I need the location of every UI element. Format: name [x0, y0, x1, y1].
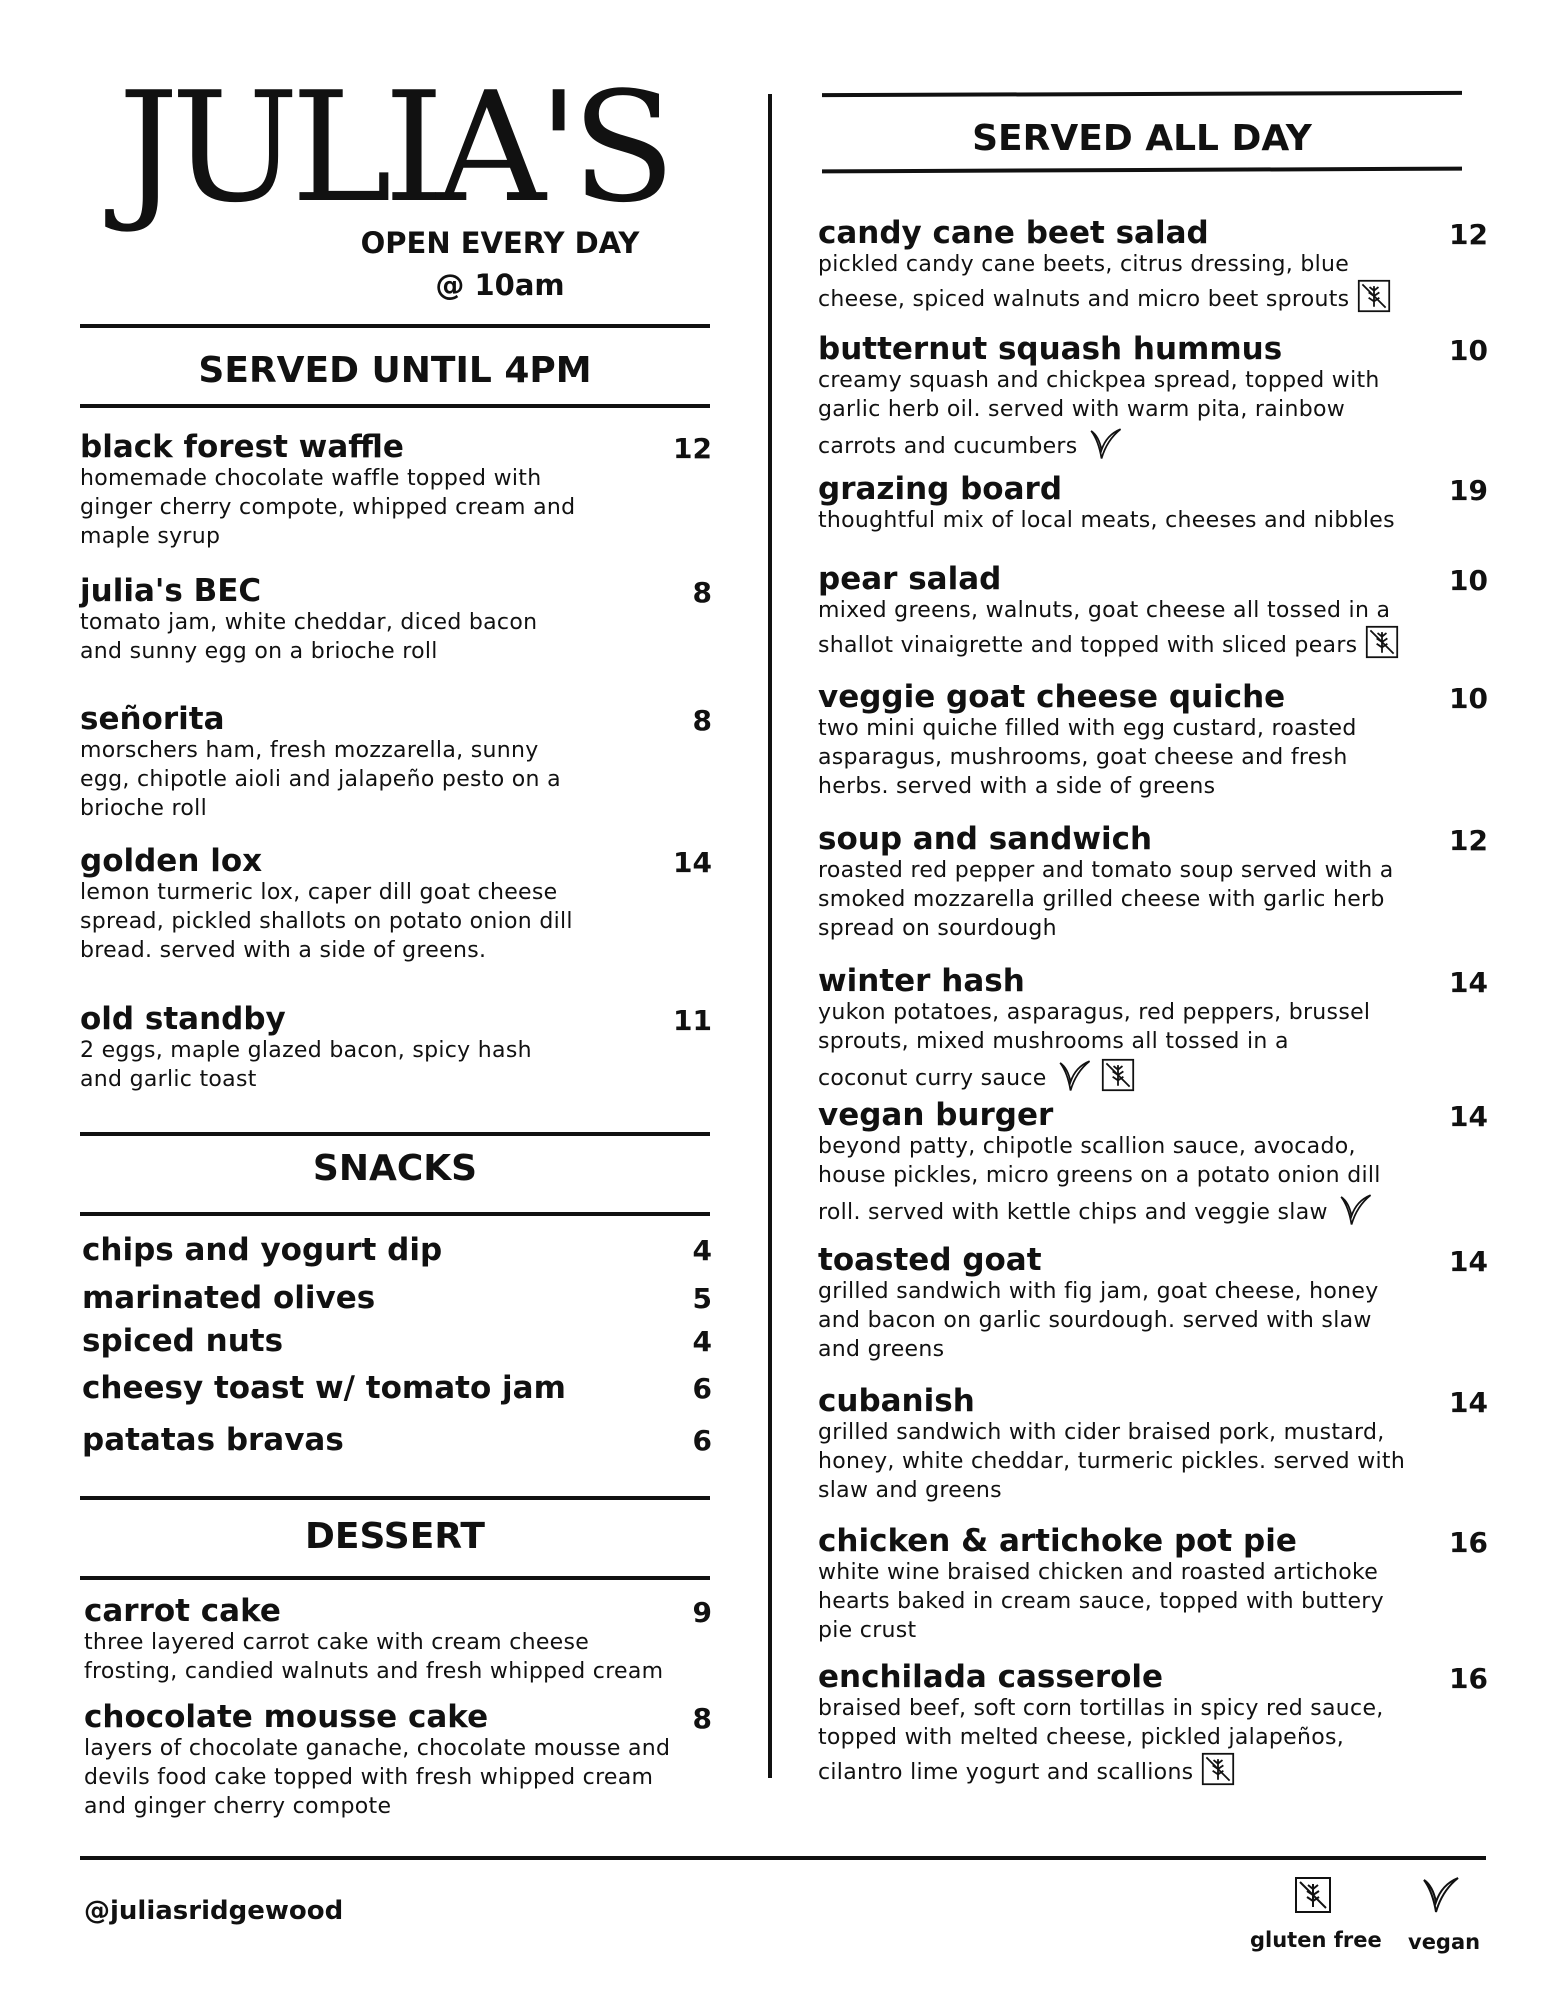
description-line: white wine braised chicken and roasted artichoke: [818, 1560, 1379, 1585]
section-rule: [80, 1132, 710, 1136]
hours-line-1: OPEN EVERY DAY: [360, 226, 640, 260]
menu-item-price: 14: [1449, 1245, 1488, 1278]
menu-item-price: 12: [673, 432, 712, 465]
section-rule: [80, 324, 710, 328]
snack-item-name: cheesy toast w/ tomato jam: [82, 1370, 566, 1406]
description-line: garlic herb oil. served with warm pita, rainbow: [818, 397, 1346, 422]
description-line: topped with melted cheese, pickled jalapeños,: [818, 1725, 1345, 1750]
menu-item-price: 9: [692, 1596, 712, 1629]
menu-item-name: julia's BEC: [80, 573, 262, 609]
menu-item-description: [818, 366, 1438, 470]
menu-item-name: señorita: [80, 701, 225, 737]
legend-gluten-free: gluten free: [1250, 1928, 1382, 1952]
legend-vegan: vegan: [1408, 1930, 1481, 1954]
menu-item-description: [80, 736, 680, 823]
vegan-icon: [1336, 1190, 1374, 1236]
restaurant-logo: JULIA'S: [118, 59, 668, 236]
column-divider: [768, 94, 772, 1778]
menu-item-name: veggie goat cheese quiche: [818, 679, 1286, 715]
description-line: maple syrup: [80, 524, 221, 549]
gluten-free-icon: [1365, 625, 1399, 667]
menu-item-description: [818, 250, 1438, 321]
menu-item: [818, 1243, 1438, 1364]
description-text: shallot vinaigrette and topped with sliced pears: [818, 633, 1358, 658]
menu-item: [818, 1098, 1438, 1236]
description-line: pie crust: [818, 1618, 917, 1643]
description-line: ginger cherry compote, whipped cream and: [80, 495, 576, 520]
menu-item-price: 19: [1449, 474, 1488, 507]
description-line: brioche roll: [80, 796, 207, 821]
description-line: [818, 1056, 1438, 1102]
menu-item-price: 16: [1449, 1526, 1488, 1559]
section-rule: [822, 91, 1462, 97]
description-line: and garlic toast: [80, 1067, 257, 1092]
menu-item: [818, 472, 1438, 535]
menu-item-price: 8: [692, 576, 712, 609]
description-line: egg, chipotle aioli and jalapeño pesto on a: [80, 767, 561, 792]
gluten-free-icon: [1201, 1752, 1235, 1794]
menu-item-description: [818, 506, 1438, 535]
section-title-dessert: DESSERT: [305, 1516, 485, 1557]
description-line: and greens: [818, 1337, 945, 1362]
menu-item-price: 11: [673, 1004, 712, 1037]
menu-item: [80, 702, 680, 823]
description-line: [818, 1190, 1438, 1236]
menu-item-price: 14: [673, 846, 712, 879]
snack-item-name: spiced nuts: [82, 1323, 284, 1359]
menu-item-name: golden lox: [80, 843, 263, 879]
vegan-icon: [1086, 424, 1124, 470]
menu-item: [80, 430, 680, 551]
menu-item-description: [818, 1277, 1438, 1364]
menu-item-name: vegan burger: [818, 1097, 1054, 1133]
description-line: braised beef, soft corn tortillas in spicy red sauce,: [818, 1696, 1384, 1721]
menu-item: [80, 844, 680, 965]
section-rule: [822, 167, 1462, 174]
menu-item-description: [818, 1558, 1438, 1645]
menu-item-price: 14: [1449, 966, 1488, 999]
menu-item-description: [818, 1132, 1438, 1236]
menu-item: [818, 1384, 1438, 1505]
description-line: frosting, candied walnuts and fresh whipped cream: [84, 1659, 664, 1684]
menu-item-name: toasted goat: [818, 1242, 1042, 1278]
description-line: mixed greens, walnuts, goat cheese all tossed in a: [818, 598, 1391, 623]
description-line: bread. served with a side of greens.: [80, 938, 487, 963]
description-line: tomato jam, white cheddar, diced bacon: [80, 610, 538, 635]
snack-item-price: 6: [692, 1424, 712, 1457]
menu-item-description: [818, 998, 1438, 1102]
description-line: spread, pickled shallots on potato onion dill: [80, 909, 573, 934]
description-line: and bacon on garlic sourdough. served with slaw: [818, 1308, 1372, 1333]
description-line: house pickles, micro greens on a potato onion dill: [818, 1163, 1381, 1188]
hours-line-2: @ 10am: [435, 268, 565, 302]
section-rule: [80, 1496, 710, 1500]
menu-item-name: old standby: [80, 1001, 286, 1037]
section-title-snacks: SNACKS: [312, 1148, 478, 1189]
section-rule: [80, 1212, 710, 1216]
description-line: slaw and greens: [818, 1478, 1002, 1503]
description-text: carrots and cucumbers: [818, 434, 1078, 459]
description-line: spread on sourdough: [818, 916, 1057, 941]
menu-item-name: cubanish: [818, 1383, 975, 1419]
menu-item-price: 14: [1449, 1386, 1488, 1419]
description-text: roll. served with kettle chips and veggie slaw: [818, 1200, 1328, 1225]
description-line: thoughtful mix of local meats, cheeses and nibbles: [818, 508, 1395, 533]
menu-item: [818, 964, 1438, 1102]
description-text: cilantro lime yogurt and scallions: [818, 1760, 1194, 1785]
menu-item-price: 12: [1449, 218, 1488, 251]
menu-item-name: candy cane beet salad: [818, 215, 1209, 251]
description-line: [818, 1752, 1438, 1794]
description-line: herbs. served with a side of greens: [818, 774, 1216, 799]
description-line: [818, 279, 1438, 321]
menu-item-description: [818, 596, 1438, 667]
menu-item: [818, 332, 1438, 470]
menu-item-price: 16: [1449, 1662, 1488, 1695]
social-handle: @juliasridgewood: [84, 1896, 344, 1926]
menu-item-description: [80, 878, 680, 965]
gluten-free-icon: [1357, 279, 1391, 321]
menu-item: [84, 1700, 724, 1821]
description-line: lemon turmeric lox, caper dill goat cheese: [80, 880, 558, 905]
snack-item-name: chips and yogurt dip: [82, 1232, 443, 1268]
menu-item-description: [80, 464, 680, 551]
menu-item-price: 10: [1449, 564, 1488, 597]
menu-item-description: [818, 714, 1438, 801]
description-line: and sunny egg on a brioche roll: [80, 639, 438, 664]
menu-item: [80, 574, 680, 666]
snack-item-price: 4: [692, 1234, 712, 1267]
menu-item: [818, 216, 1438, 321]
section-title-until-4pm: SERVED UNTIL 4PM: [198, 350, 592, 391]
description-line: grilled sandwich with fig jam, goat cheese, honey: [818, 1279, 1379, 1304]
description-line: smoked mozzarella grilled cheese with garlic herb: [818, 887, 1385, 912]
section-title-all-day: SERVED ALL DAY: [972, 118, 1312, 159]
menu-item: [818, 822, 1438, 943]
description-line: hearts baked in cream sauce, topped with buttery: [818, 1589, 1384, 1614]
menu-item-description: [84, 1734, 724, 1821]
menu-item-description: [818, 1418, 1438, 1505]
menu-item: [818, 1660, 1438, 1794]
description-text: coconut curry sauce: [818, 1066, 1047, 1091]
menu-item: [818, 562, 1438, 667]
menu-item: [818, 1524, 1438, 1645]
description-line: layers of chocolate ganache, chocolate mousse and: [84, 1736, 671, 1761]
description-line: roasted red pepper and tomato soup served with a: [818, 858, 1394, 883]
section-rule: [80, 404, 710, 408]
description-line: homemade chocolate waffle topped with: [80, 466, 542, 491]
menu-item-name: pear salad: [818, 561, 1002, 597]
menu-item-name: butternut squash hummus: [818, 331, 1283, 367]
description-line: devils food cake topped with fresh whipped cream: [84, 1765, 654, 1790]
description-line: 2 eggs, maple glazed bacon, spicy hash: [80, 1038, 532, 1063]
menu-item-description: [818, 1694, 1438, 1794]
menu-item-description: [84, 1628, 724, 1686]
description-line: [818, 424, 1438, 470]
description-line: beyond patty, chipotle scallion sauce, avocado,: [818, 1134, 1356, 1159]
description-line: honey, white cheddar, turmeric pickles. served with: [818, 1449, 1406, 1474]
menu-item: [80, 1002, 680, 1094]
description-text: cheese, spiced walnuts and micro beet sprouts: [818, 287, 1350, 312]
description-line: sprouts, mixed mushrooms all tossed in a: [818, 1029, 1289, 1054]
menu-item: [818, 680, 1438, 801]
description-line: [818, 625, 1438, 667]
vegan-icon: [1055, 1056, 1093, 1102]
menu-item-description: [80, 608, 680, 666]
menu-item-description: [818, 856, 1438, 943]
menu-item-price: 8: [692, 1702, 712, 1735]
snack-item-price: 6: [692, 1372, 712, 1405]
vegan-icon: [1418, 1872, 1462, 1920]
description-line: asparagus, mushrooms, goat cheese and fresh: [818, 745, 1348, 770]
snack-item-price: 4: [692, 1325, 712, 1358]
snack-item-price: 5: [692, 1282, 712, 1315]
description-line: morschers ham, fresh mozzarella, sunny: [80, 738, 539, 763]
description-line: and ginger cherry compote: [84, 1794, 392, 1819]
menu-item-name: chicken & artichoke pot pie: [818, 1523, 1297, 1559]
menu-item-name: black forest waffle: [80, 429, 404, 465]
snack-item-name: marinated olives: [82, 1280, 376, 1316]
menu-item-price: 12: [1449, 824, 1488, 857]
menu-item-price: 8: [692, 704, 712, 737]
snack-item-name: patatas bravas: [82, 1422, 344, 1458]
menu-item-price: 10: [1449, 682, 1488, 715]
menu-item-description: [80, 1036, 680, 1094]
menu-item-name: grazing board: [818, 471, 1063, 507]
menu-item: [84, 1594, 724, 1686]
description-line: creamy squash and chickpea spread, topped with: [818, 368, 1380, 393]
menu-item-name: soup and sandwich: [818, 821, 1153, 857]
description-line: three layered carrot cake with cream cheese: [84, 1630, 590, 1655]
menu-item-name: chocolate mousse cake: [84, 1699, 489, 1735]
gluten-free-icon: [1101, 1058, 1135, 1100]
menu-item-name: winter hash: [818, 963, 1025, 999]
gluten-free-icon: [1294, 1876, 1332, 1918]
section-rule: [80, 1576, 710, 1580]
description-line: two mini quiche filled with egg custard, roasted: [818, 716, 1357, 741]
footer-rule: [80, 1856, 1486, 1860]
description-line: yukon potatoes, asparagus, red peppers, brussel: [818, 1000, 1371, 1025]
menu-item-price: 14: [1449, 1100, 1488, 1133]
menu-item-price: 10: [1449, 334, 1488, 367]
menu-item-name: enchilada casserole: [818, 1659, 1164, 1695]
menu-item-name: carrot cake: [84, 1593, 281, 1629]
description-line: grilled sandwich with cider braised pork, mustard,: [818, 1420, 1385, 1445]
description-line: pickled candy cane beets, citrus dressing, blue: [818, 252, 1350, 277]
